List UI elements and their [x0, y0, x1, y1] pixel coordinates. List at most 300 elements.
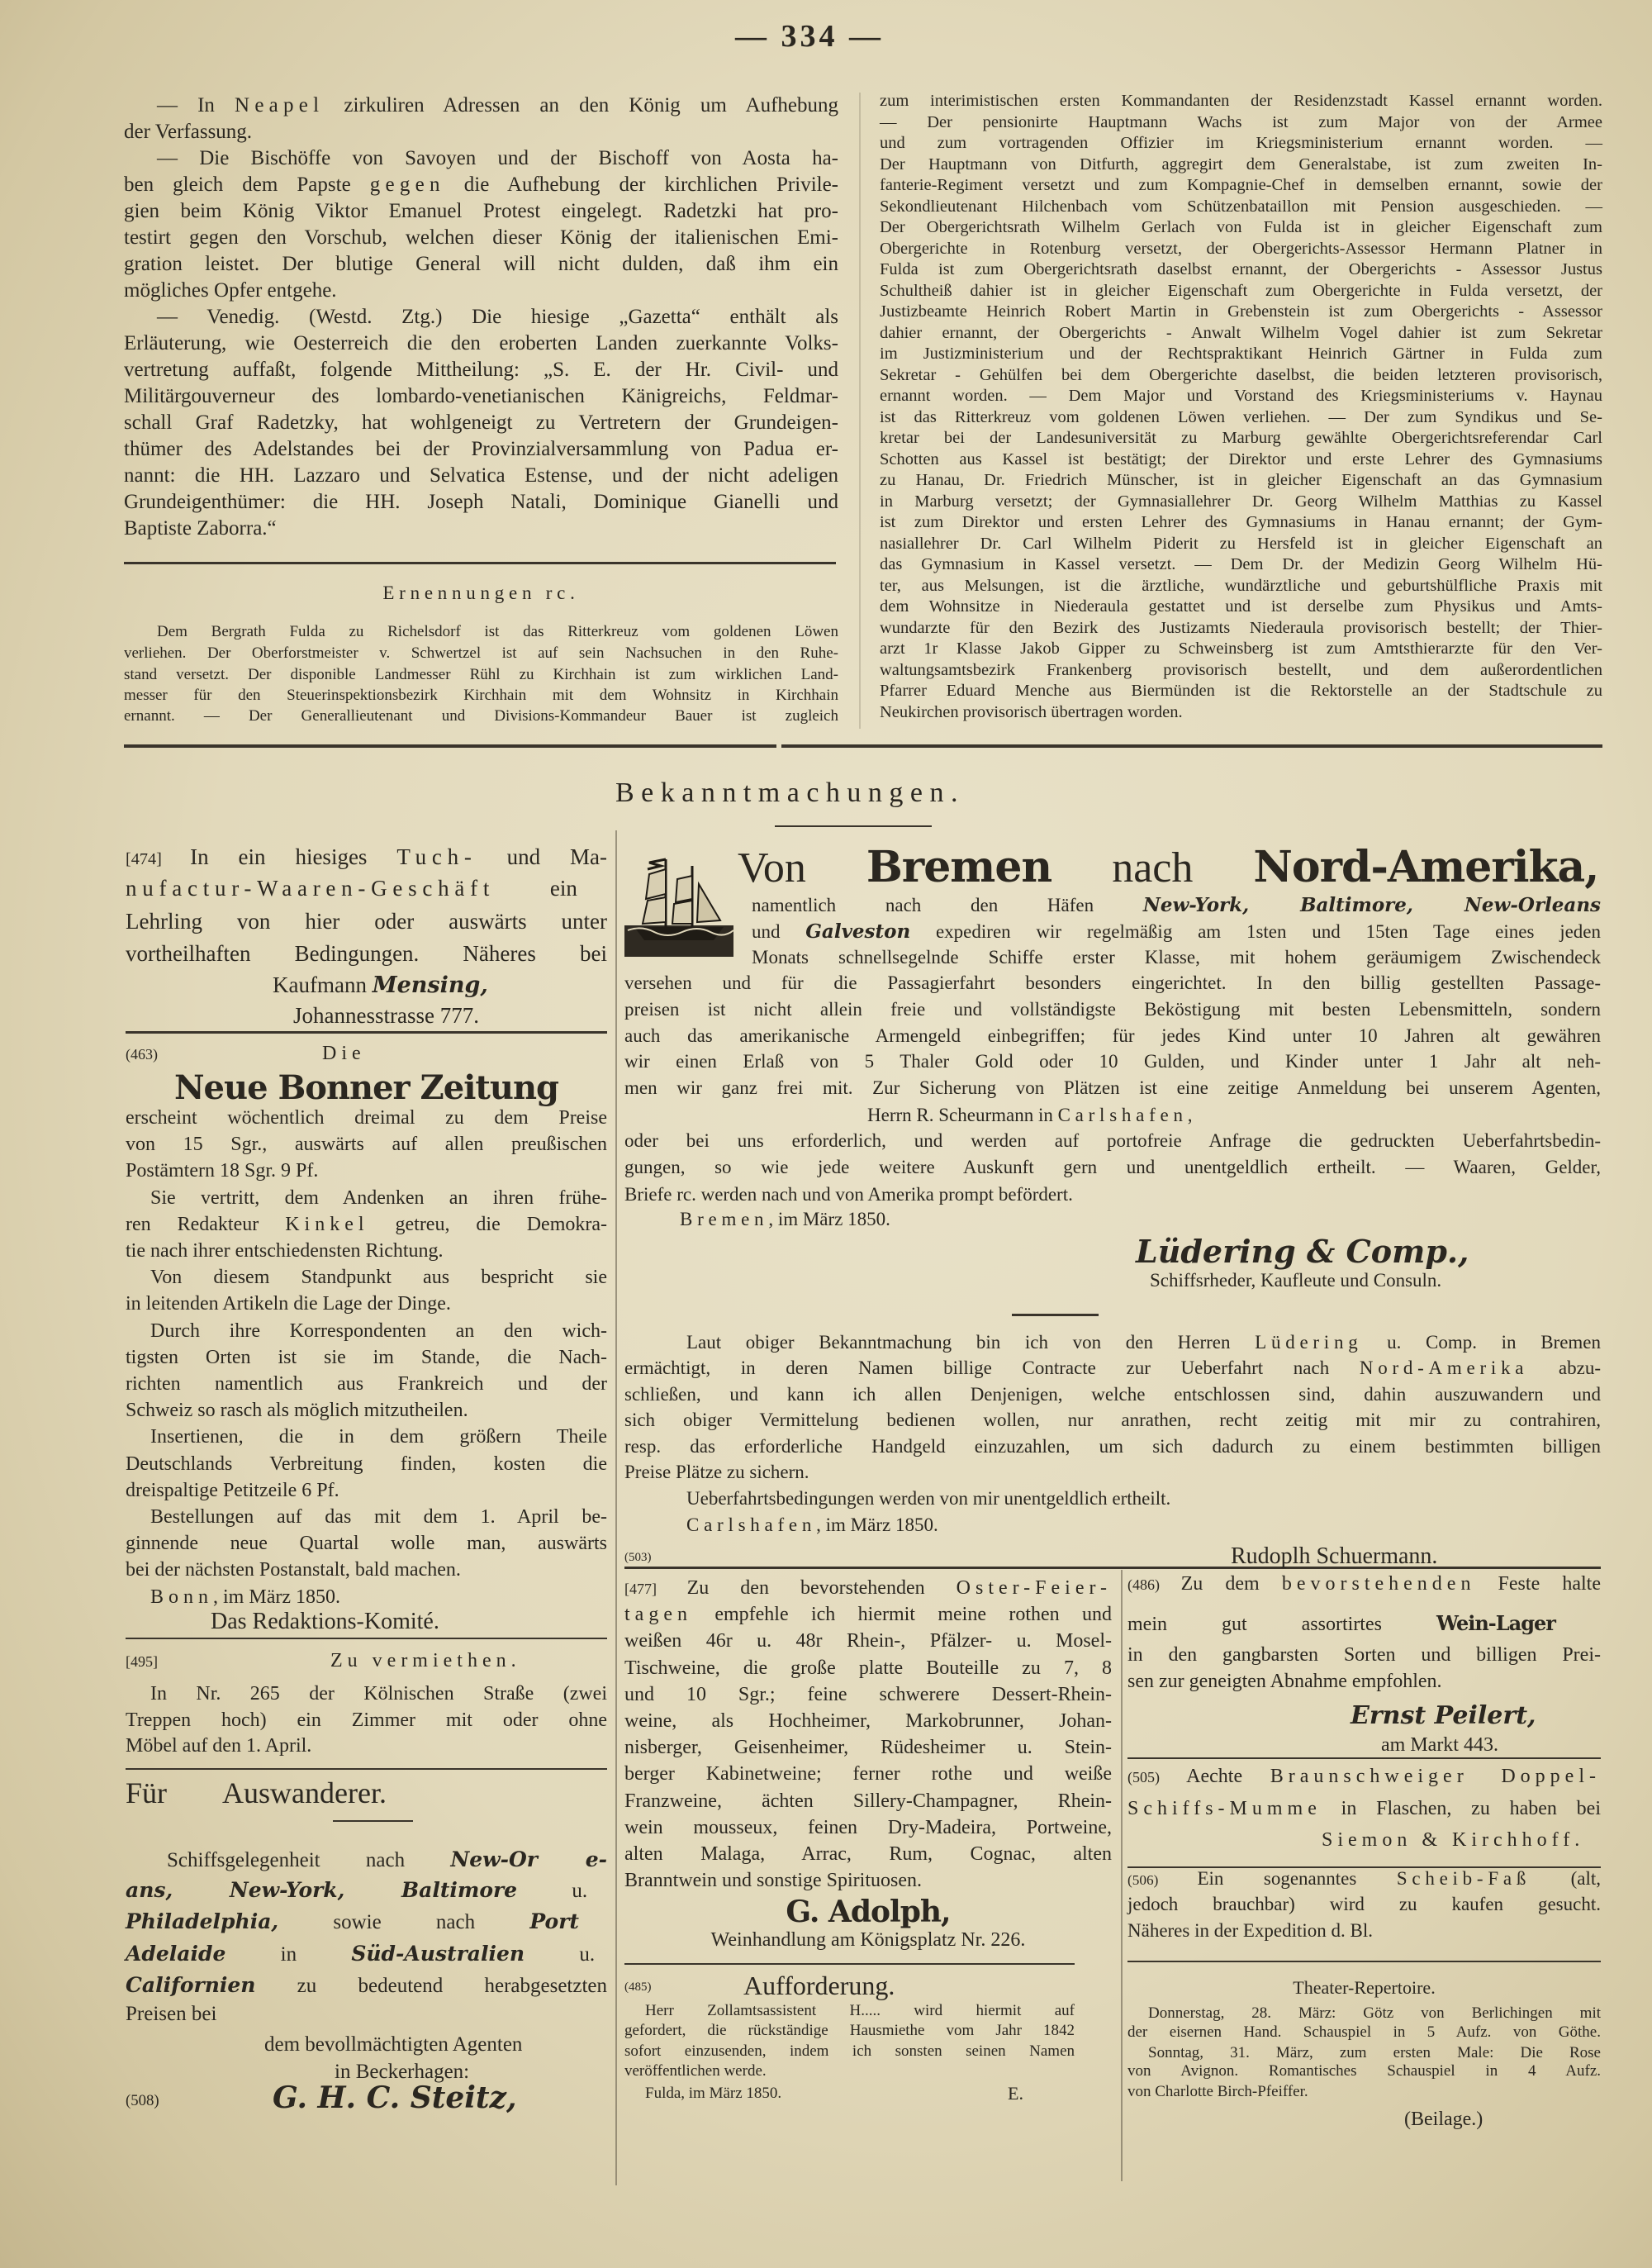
line-text	[330, 1648, 521, 1674]
text-line	[624, 1895, 1112, 1930]
divider-rule	[124, 744, 776, 748]
line-text	[211, 1608, 439, 1636]
line-text: zu Hanau, Dr. Friedrich Münscher, ist in gleicher Eigenschaft an das Gymnasium	[880, 471, 1602, 490]
line-text: ernannt worden. — Dem Major und Vorstand des Kriegsministeriums v. Haynau	[880, 387, 1602, 406]
text-line	[124, 225, 838, 251]
text-line	[124, 463, 838, 489]
text-line	[880, 449, 1602, 471]
line-text: Justizbeamte Heinrich Robert Martin in Grebenstein ist zum Obergerichts - Assessor	[880, 302, 1602, 321]
text-line	[1127, 1977, 1601, 1999]
text-line	[126, 1999, 607, 2029]
line-text: verliehen. Der Oberforstmeister v. Schwertzel ist auf sein Nachsuchen in den Ruhe-	[124, 644, 838, 663]
text-line	[880, 534, 1602, 555]
text-line	[624, 1182, 1601, 1208]
line-text	[322, 1040, 366, 1067]
line-text	[124, 172, 838, 198]
emphasis-heavy: Neue Bonner Zeitung	[173, 1068, 559, 1107]
line-text: ist zum Direktor und ersten Lehrer des Gymnasiums in Hanau ernannt; der Gym-	[880, 513, 1602, 532]
text-line	[624, 1154, 1601, 1181]
text-line	[1008, 2083, 1057, 2104]
line-text	[624, 1976, 652, 1998]
line-text: Grundeigenthümer: die HH. Joseph Natali, Dominique Gianelli und	[124, 491, 838, 513]
line-text: Schweiz so rasch als möglich mitzutheilen.	[126, 1400, 468, 1422]
text-line	[126, 1477, 607, 1504]
text-line	[124, 145, 838, 172]
emphasis-spaced: tagen	[624, 1604, 692, 1626]
text-line	[624, 1681, 1112, 1708]
line-text	[786, 1895, 950, 1930]
text-line	[126, 841, 607, 872]
text-line	[880, 554, 1602, 576]
line-text	[752, 919, 1601, 945]
text-line	[1127, 2023, 1601, 2042]
text-run: , im März 1850.	[213, 1586, 340, 1608]
emphasis-spaced: Die	[322, 1042, 366, 1064]
line-text: Preisen bei	[126, 2002, 217, 2025]
text-line	[126, 1397, 607, 1424]
line-text: kretar bei der Landesuniversität zu Marburg gewählte Obergerichtsreferendar Carl	[880, 429, 1602, 448]
text-line	[752, 944, 1601, 971]
text-line	[1127, 1570, 1601, 1598]
text-line	[124, 93, 838, 119]
text-run: Von	[738, 844, 866, 892]
text-line	[624, 970, 1601, 996]
text-line	[624, 1814, 1112, 1841]
line-text: dreispaltige Petitzeile 6 Pf.	[126, 1479, 339, 1501]
line-text: von Charlotte Birch-Pfeiffer.	[1127, 2083, 1308, 2100]
text-line	[211, 1608, 591, 1636]
line-text: Bestellungen auf das mit dem 1. April be-	[150, 1505, 607, 1528]
text-line	[126, 872, 607, 904]
text-run: Ein sogenanntes	[1197, 1867, 1397, 1889]
line-text: weine, als Hochheimer, Markobrunner, Johan-	[624, 1709, 1112, 1732]
text-line	[880, 302, 1602, 323]
text-line	[624, 1927, 1112, 1953]
text-run: die Aufhebung der kirchlichen Privile-	[444, 174, 839, 196]
text-run: . (Westd. Ztg.) Die hiesige „Gazetta“ enthält als	[274, 306, 838, 328]
emphasis-slab: ans, New-York, Baltimore	[126, 1877, 518, 1902]
text-line	[624, 1601, 1112, 1628]
text-line	[624, 1841, 1112, 1867]
text-line	[1127, 1891, 1601, 1917]
text-line	[880, 702, 1602, 724]
text-line	[126, 1681, 607, 1707]
text-run: In ein hiesiges	[190, 844, 397, 869]
text-line	[124, 251, 838, 278]
line-text: ernannt. — Der Generallieutenant und Divisions-Kommandeur Bauer ist zugleich	[124, 707, 838, 725]
emphasis-slab: Mensing,	[372, 972, 488, 998]
text-line	[124, 516, 838, 542]
emphasis-heavy: Nord-Amerika,	[1253, 841, 1599, 892]
text-run: Aechte	[1186, 1766, 1270, 1787]
emphasis-slab: Port	[529, 1909, 579, 1933]
emphasis-small: [495]	[126, 1653, 158, 1670]
line-text	[382, 582, 579, 605]
line-text: arzt 1r Klasse Jakob Gipper zu Schweinsberg ist zum Amtsthierarzte für den Ver-	[880, 640, 1602, 659]
line-text: tie nach ihrer entschiedensten Richtung.	[126, 1239, 444, 1262]
text-line	[624, 1329, 1601, 1356]
text-run: zirkuliren Adressen an den König um Aufhebung	[324, 94, 838, 116]
text-line	[1231, 1543, 1578, 1571]
text-line	[1127, 1641, 1601, 1669]
text-run: in	[1033, 1105, 1058, 1126]
line-text: Preise Plätze zu sichern.	[624, 1462, 809, 1483]
text-line	[624, 1575, 1112, 1601]
line-text: Militärgouverneur des lombardo-venetianischen Känigreichs, Feldmar-	[124, 385, 838, 407]
line-text: von 15 Sgr., auswärts auf allen preußischen	[126, 1134, 607, 1156]
text-line	[880, 618, 1602, 640]
emphasis-spaced: Ernennungen rc.	[382, 582, 580, 604]
line-text: schließen, und kann ich allen Denjenigen, welche entschlossen sind, dahin auszuwandern und	[624, 1384, 1601, 1405]
emphasis-spaced: Lüdering	[1255, 1332, 1363, 1353]
text-line	[126, 1648, 192, 1674]
text-line	[624, 1867, 1112, 1894]
text-line	[624, 1628, 1112, 1654]
text-line	[880, 576, 1602, 597]
text-line	[880, 386, 1602, 407]
text-line	[624, 1048, 1601, 1075]
emphasis-slab: Californien	[126, 1972, 256, 1997]
line-text: Neukirchen provisorisch übertragen worden.	[880, 702, 1183, 721]
text-run: , im März 1850.	[816, 1514, 938, 1536]
line-text: berger Kabinetweine; ferner rothe und weiße	[624, 1763, 1112, 1785]
line-text	[624, 1601, 1112, 1628]
text-line	[126, 1131, 607, 1158]
emphasis-slab: G. H. C. Steitz,	[273, 2080, 517, 2116]
text-line	[126, 1040, 192, 1067]
text-line	[124, 119, 838, 145]
line-text	[126, 1648, 158, 1675]
emphasis-spaced: Bekanntmachungen.	[615, 777, 966, 808]
text-line	[322, 1040, 405, 1067]
line-text: in Marburg versetzt; der Gymnasiallehrer Dr. Georg Wilhelm Matthias zu Kassel	[880, 492, 1602, 511]
text-run: Herrn	[867, 1105, 917, 1126]
divider-rule	[126, 1031, 607, 1034]
line-text	[126, 1970, 607, 2001]
column-rule	[859, 93, 861, 729]
line-text: Schultheiß dahier ist in gleicher Eigenschaft zum Obergerichte in Fulda versetzt, der	[880, 281, 1602, 300]
line-text: gration leistet. Der blutige General will nicht dulden, daß ihm ein	[124, 253, 838, 275]
text-line	[752, 892, 1601, 919]
line-text: sofort einzusenden, indem ich sonsten seinen Namen	[624, 2042, 1075, 2060]
emphasis-slab: Galveston	[805, 920, 911, 944]
line-text: gungen, so wie jede weitere Auskunft gern und unentgeldlich ertheilt. — Waaren, Gelder,	[624, 1157, 1601, 1178]
line-text: men wir ganz frei mit. Zur Sicherung von Plätzen ist eine zeitige Anmeldung bei unserem Agenten,	[624, 1077, 1601, 1099]
line-text: resp. das erforderliche Handgeld einzuzahlen, um sich dadurch zu einem bestimmten billigen	[624, 1436, 1601, 1457]
text-line	[1127, 1866, 1601, 1891]
line-text: thümer des Adelstandes bei der Provinzialversammlung von Padua er-	[124, 438, 838, 460]
line-text	[624, 1355, 1601, 1381]
text-line	[880, 639, 1602, 660]
text-line	[1136, 1233, 1565, 1271]
line-text	[1231, 1543, 1437, 1571]
line-text	[680, 1206, 890, 1233]
column-rule	[615, 830, 617, 2185]
text-line	[126, 2084, 192, 2114]
text-line	[624, 1486, 1601, 1512]
emphasis-spaced: Zu vermiethen.	[330, 1650, 521, 1671]
emphasis-bold: Theater-Repertoire.	[1293, 1976, 1436, 1998]
text-line	[330, 1648, 603, 1674]
text-line	[124, 357, 838, 383]
text-line	[624, 1543, 691, 1570]
line-text: Von diesem Standpunkt aus bespricht sie	[150, 1267, 607, 1289]
text-run: in Flaschen, zu haben bei	[1321, 1798, 1601, 1819]
line-text: stand versetzt. Der disponible Landmesser Rühl zu Kirchhain ist zum wirklichen Land-	[124, 666, 838, 684]
line-text: Sekretar - Gehülfen bei dem Obergerichte daselbst, die beiden letzteren provisorisch,	[880, 365, 1602, 384]
line-text	[126, 2084, 159, 2116]
line-text: Franzweine, ächten Sillery-Champagner, Rhein-	[624, 1790, 1112, 1812]
text-line	[126, 1318, 607, 1344]
line-text: alten Malaga, Arrac, Rum, Cognac, alten	[624, 1842, 1112, 1865]
line-text: Pfarrer Eduard Menche aus Biermünden ist die Rektorstelle an der Stadtschule zu	[880, 682, 1602, 701]
line-text: vertretung auffaßt, folgende Mittheilung: „S. E. der Hr. Civil- und	[124, 359, 838, 381]
text-run: namentlich nach den Häfen	[752, 895, 1143, 916]
emphasis-spaced: Nord-Amerika	[1359, 1357, 1529, 1379]
text-line	[1127, 2004, 1601, 2023]
text-line	[624, 1434, 1601, 1460]
text-run: u.	[517, 1879, 588, 1902]
text-line	[126, 1424, 607, 1450]
line-text: schall Graf Radetzky, hat wohlgeneigt zu Vertretern der Grundeigen-	[124, 411, 838, 434]
line-text: der Verfassung.	[124, 121, 253, 143]
text-run: und Ma-	[477, 844, 607, 869]
text-line	[124, 172, 838, 198]
line-text	[1127, 1762, 1601, 1792]
emphasis-bold: Das Redaktions-Komité.	[211, 1609, 439, 1635]
emphasis-spaced: Siemon & Kirchhoff.	[1322, 1829, 1585, 1851]
line-text	[126, 841, 607, 875]
emphasis-small: (503)	[624, 1551, 652, 1565]
emphasis-slab: New-Or e-	[450, 1847, 607, 1871]
line-text: vortheilhaften Bedingungen. Näheres bei	[126, 941, 607, 966]
line-text: — Der pensionirte Hauptmann Wachs ist zum Major von der Armee	[880, 112, 1602, 131]
text-line	[1351, 1701, 1598, 1731]
line-text: preisen ist nicht allein freie und vollständigste Beköstigung mit besten Lebensmitteln, sondern	[624, 999, 1601, 1020]
line-text: der eisernen Hand. Schauspiel in 5 Aufz. von Göthe.	[1127, 2023, 1601, 2041]
line-text	[738, 842, 1598, 894]
line-text: wundarzte für den Bezirk des Justizamts Niederaula provisorisch bestellt; der Thier-	[880, 618, 1602, 637]
line-text: in den gangbarsten Sorten und billigen Prei-	[1127, 1644, 1601, 1666]
line-text: weißen 46r u. 48r Rhein-, Pfälzer- u. Mosel-	[624, 1630, 1112, 1652]
line-text	[1351, 1701, 1536, 1731]
emphasis-spaced: Carlshafen	[1057, 1105, 1188, 1126]
text-line	[1127, 1667, 1601, 1695]
line-text: Der Obergerichtsrath Wilhelm Gerlach von Fulda ist in gleicher Eigenschaft zum	[880, 218, 1602, 237]
text-run: expediren wir regelmäßig am 1sten und 15ten Tage eines jeden	[910, 921, 1602, 943]
line-text: Weinhandlung am Königsplatz Nr. 226.	[710, 1928, 1026, 1951]
text-run: , im März 1850.	[768, 1209, 890, 1230]
emphasis-small: (486)	[1127, 1576, 1181, 1593]
text-line	[1127, 2043, 1601, 2063]
line-text	[167, 1844, 607, 1876]
line-text: Branntwein und sonstige Spirituosen.	[624, 1870, 922, 1892]
text-line	[1127, 1918, 1601, 1943]
line-text: am Markt 443.	[1381, 1734, 1498, 1756]
line-text	[157, 304, 838, 330]
line-text: (Beilage.)	[1404, 2108, 1483, 2130]
text-line	[624, 1355, 1601, 1381]
line-text	[126, 872, 577, 904]
emphasis-slab: Lüdering & Comp.,	[1136, 1233, 1469, 1271]
emphasis-spaced: Oster-Feier-	[956, 1576, 1112, 1599]
line-text: Lehrling von hier oder auswärts unter	[126, 909, 607, 934]
line-text: dem bevollmächtigten Agenten	[264, 2033, 523, 2056]
text-line	[624, 1976, 691, 1996]
divider-rule	[126, 1638, 607, 1639]
line-text: Näheres in der Expedition d. Bl.	[1127, 1919, 1374, 1941]
line-text: — Die Bischöffe von Savoyen und der Bischoff von Aosta ha-	[157, 147, 838, 169]
text-line	[880, 492, 1602, 513]
line-text: in Beckerhagen:	[335, 2060, 470, 2083]
text-line	[624, 1407, 1601, 1434]
text-run: sowie nach	[278, 1910, 530, 1933]
emphasis-spaced: Bremen	[680, 1209, 769, 1230]
line-text: Sie vertritt, dem Andenken an ihren frühe-	[150, 1186, 607, 1209]
line-text: wir einen Erlaß von 5 Thaler Gold oder 10 Gulden, und Kinder unter 1 Jahr alt neh-	[624, 1051, 1601, 1072]
line-text: tigsten Orten ist sie im Stande, die Nach-	[126, 1346, 607, 1368]
line-text	[1293, 1977, 1435, 1999]
text-run: empfehle ich hiermit meine rothen und	[691, 1604, 1112, 1626]
divider-rule	[1127, 1961, 1601, 1962]
text-run: Zu dem	[1180, 1573, 1282, 1595]
line-text: im Justizministerium und der Rechtspraktikant Heinrich Gärtner in Fulda zum	[880, 345, 1602, 364]
text-line	[1150, 1267, 1579, 1294]
emphasis-small: [477]	[624, 1580, 687, 1597]
column-rule	[1121, 1570, 1123, 2181]
emphasis-spaced: gegen	[369, 174, 445, 196]
text-line	[126, 1776, 607, 1811]
line-text: Schotten aus Kassel ist bestätigt; der Direktor und erste Lehrer des Gymnasiums	[880, 449, 1602, 468]
text-line	[124, 410, 838, 436]
text-line	[680, 1206, 1093, 1233]
emphasis-slab: Ernst Peilert,	[1351, 1701, 1536, 1730]
line-text	[1127, 1609, 1555, 1638]
text-run: Kaufmann	[273, 972, 373, 997]
line-text: das Gymnasium in Kassel versetzt. — Dem Dr. der Medizin Georg Wilhelm Hü-	[880, 555, 1602, 574]
text-line	[126, 1707, 607, 1733]
line-text	[1127, 1570, 1601, 1599]
emphasis-spaced: Neapel	[235, 94, 325, 116]
text-line	[293, 1000, 566, 1031]
line-text	[1008, 2083, 1023, 2104]
line-text: Fulda ist zum Obergerichtsrath daselbst ernannt, der Obergerichts - Assessor Justus	[880, 260, 1602, 279]
line-text	[1136, 1233, 1469, 1272]
line-text: veröffentlichen werde.	[624, 2061, 767, 2080]
text-line	[624, 996, 1601, 1023]
text-line	[126, 1906, 607, 1937]
line-text	[867, 1102, 1192, 1129]
text-line	[126, 1105, 607, 1131]
emphasis-small: (485)	[624, 1980, 652, 1994]
text-line	[624, 1459, 1601, 1486]
text-line	[126, 906, 607, 937]
divider-rule	[333, 1820, 413, 1822]
line-text: Fulda, im März 1850.	[645, 2084, 782, 2102]
text-line	[624, 2021, 1075, 2042]
text-line	[880, 112, 1602, 134]
text-line	[126, 1264, 607, 1291]
text-line	[624, 1761, 1112, 1787]
text-run: ein	[495, 876, 577, 901]
line-text: Durch ihre Korrespondenten an den wich-	[150, 1319, 607, 1342]
text-run: abzu-	[1528, 1357, 1602, 1379]
line-text: bei der nächsten Postanstalt, bald machen.	[126, 1559, 461, 1581]
divider-rule	[624, 1963, 1075, 1965]
line-text: Briefe rc. werden nach und von Amerika prompt befördert.	[624, 1184, 1073, 1205]
text-line	[1127, 2061, 1601, 2081]
text-run: getreu, die Demokra-	[368, 1213, 607, 1235]
emphasis-heavy: G. Adolph,	[786, 1895, 951, 1930]
line-text	[686, 1512, 938, 1538]
text-line	[126, 1530, 607, 1557]
text-line	[126, 1158, 607, 1184]
text-line	[867, 1102, 1446, 1129]
emphasis-slab: New-York, Baltimore, New-Orleans	[1142, 894, 1602, 917]
text-run: —	[157, 306, 207, 328]
emphasis-spaced: Schiffs-Mumme	[1127, 1798, 1322, 1819]
text-line	[1127, 1762, 1601, 1791]
line-text: erscheint wöchentlich dreimal zu dem Preise	[126, 1106, 607, 1129]
line-text: jedoch brauchbar) wird zu kaufen gesucht.	[1127, 1893, 1601, 1914]
line-text	[1322, 1825, 1584, 1855]
text-line	[1381, 1731, 1596, 1759]
emphasis-spaced: Kinkel	[285, 1213, 369, 1235]
line-text	[126, 1776, 387, 1811]
emphasis-spaced: Braunschweiger Doppel-	[1270, 1766, 1601, 1787]
line-text: Möbel auf den 1. April.	[126, 1735, 312, 1757]
text-line	[880, 428, 1602, 449]
text-line	[124, 706, 838, 727]
text-line	[624, 1512, 1601, 1538]
text-line	[624, 1708, 1112, 1734]
text-line	[124, 489, 838, 516]
line-text: Ueberfahrtsbedingungen werden von mir unentgeldlich ertheilt.	[686, 1488, 1171, 1510]
text-line	[624, 1381, 1601, 1408]
line-text	[1127, 1866, 1601, 1893]
text-line	[126, 1504, 607, 1530]
text-line	[126, 1844, 607, 1875]
line-text	[126, 1906, 579, 1938]
emphasis-spaced: Bonn	[150, 1586, 214, 1608]
line-text: Postämtern 18 Sgr. 9 Pf.	[126, 1160, 319, 1182]
ship-illustration	[624, 851, 733, 957]
text-run: Laut obiger Bekanntmachung bin ich von den Herren	[686, 1332, 1256, 1353]
line-text: Sekondlieutenant Hilchenbach vom Schützenbataillon mit Pension ausgeschieden. —	[880, 197, 1602, 216]
text-line	[124, 383, 838, 410]
text-line	[124, 582, 838, 605]
text-line	[126, 1211, 607, 1238]
line-text: oder bei uns erforderlich, und werden auf portofreie Anfrage die gedruckten Ueberfahrtsbedin-	[624, 1130, 1601, 1152]
text-line	[126, 1238, 607, 1264]
divider-rule	[126, 1768, 607, 1770]
text-line	[880, 470, 1602, 492]
text-line	[126, 1557, 607, 1583]
line-text: Herr Zollamtsassistent H..... wird hiermit auf	[645, 2001, 1075, 2019]
line-text: Treppen hoch) ein Zimmer mit oder ohne	[126, 1709, 607, 1731]
text-line	[124, 685, 838, 706]
text-run: ermächtigt, in deren Namen billige Contracte zur Ueberfahrt nach	[624, 1357, 1360, 1379]
text-line	[124, 436, 838, 463]
line-text: dahier ernannt, der Obergerichts - Anwalt Wilhelm Vogel dahier ist zum Sekretar	[880, 323, 1602, 342]
text-line	[126, 938, 607, 969]
line-text: nannt: die HH. Lazzaro und Selvatica Estense, und der nicht adeligen	[124, 464, 838, 487]
text-line	[880, 91, 1602, 112]
text-line	[880, 660, 1602, 682]
text-line	[273, 2080, 603, 2116]
line-text: und zum vortragenden Offizier im Kriegsministerium ernannt worden. —	[880, 134, 1602, 153]
line-text: zum interimistischen ersten Kommandanten der Residenzstadt Kassel ernannt worden.	[880, 92, 1602, 111]
